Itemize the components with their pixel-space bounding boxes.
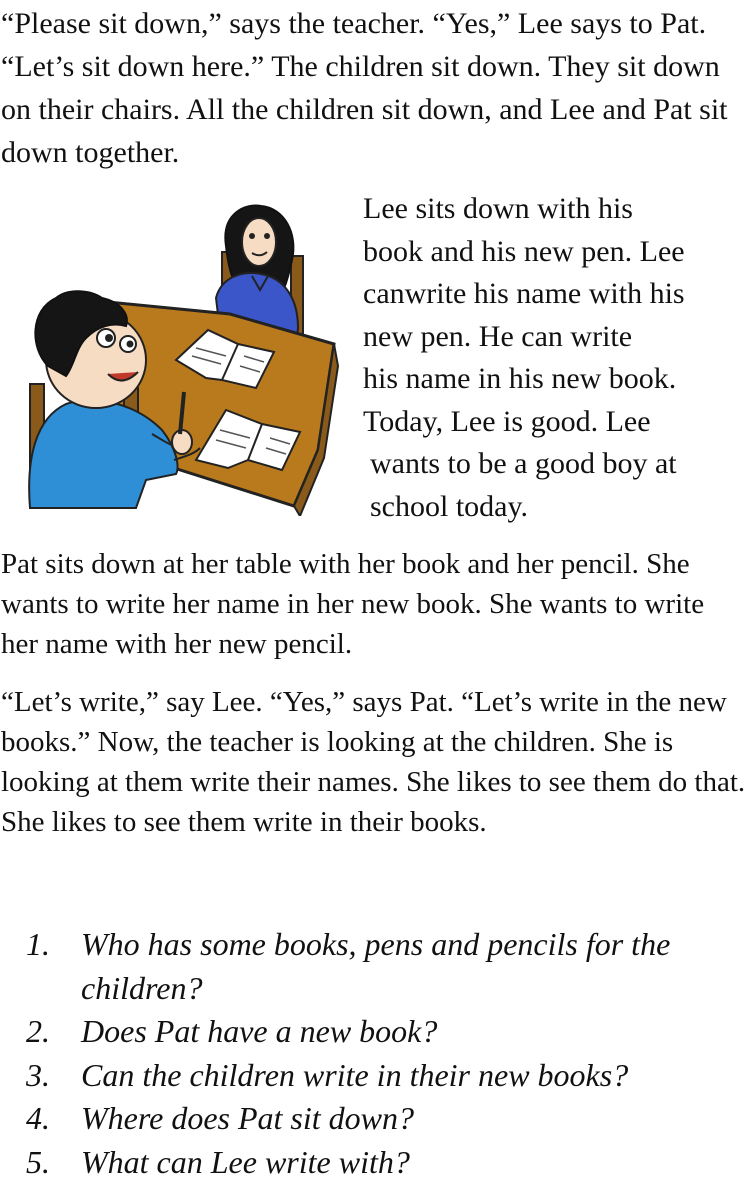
side-line: Today, Lee is good. Lee [363,404,651,438]
question-item [26,1141,746,1185]
question-number: 3. [26,1056,50,1093]
children-at-table-illustration [16,198,346,516]
question-number: 5. [26,1143,50,1180]
question-text: Who has some books, pens and pencils for the children? [81,926,671,1006]
question-list [26,923,746,1184]
question-item [26,1097,746,1141]
side-line: his name in his new book. [363,362,677,395]
side-line: Lee sits down with his [363,192,633,225]
story-paragraph-3: “Let’s write,” say Lee. “Yes,” says Pat. “Let’s write in the new books.” Now, the teacher is looking at the children. She is looking at them write their names. She likes to see them do that. She likes to see them write in their books. [1,686,746,838]
question-text: What can Lee write with? [81,1143,410,1180]
question-text: Where does Pat sit down? [81,1100,414,1136]
question-number: 4. [26,1100,50,1136]
story-paragraph-2: Pat sits down at her table with her book and her pencil. She wants to write her name in her new book. She wants to write her name with her new pencil. [1,548,705,660]
side-line: wants to be a good boy at [370,447,677,480]
side-line: canwrite his name with his [363,277,685,310]
side-line: book and his new pen. Lee [363,234,685,268]
question-item [26,1010,746,1054]
question-item [26,923,746,1010]
question-item [26,1054,746,1098]
story-paragraph-1: “Please sit down,” says the teacher. “Yes,” Lee says to Pat. “Let’s sit down here.” The children sit down. They sit down on their chairs. All the children sit down, and Lee and Pat sit down together. [1,7,728,169]
question-number: 2. [26,1013,50,1049]
question-text: Does Pat have a new book? [81,1013,438,1049]
story-side-paragraph [363,188,748,528]
side-line: new pen. He can write [363,319,633,353]
question-number: 1. [26,926,50,962]
question-text: Can the children write in their new books? [81,1056,629,1093]
side-line: school today. [370,489,529,523]
